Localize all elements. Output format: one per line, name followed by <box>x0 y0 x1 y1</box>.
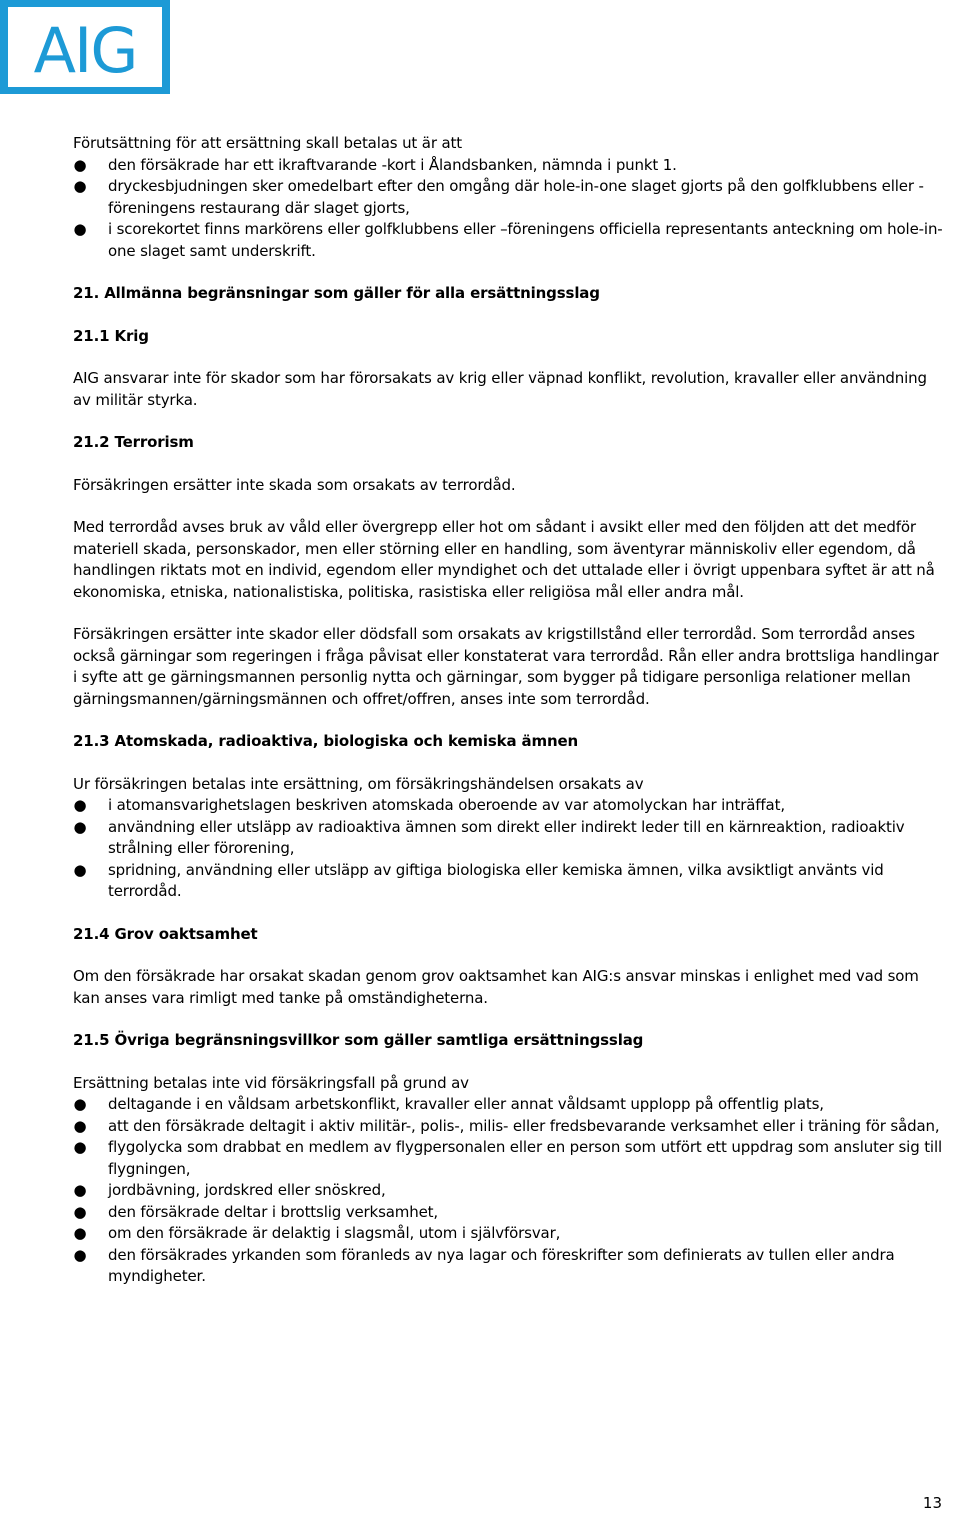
krig-paragraph: AIG ansvarar inte för skador som har förorsakats av krig eller väpnad konflikt, revolution, kravaller eller användning av militär styrka. <box>73 369 927 409</box>
section-heading-21: 21. Allmänna begränsningar som gäller för alla ersättningsslag <box>73 284 600 302</box>
list-item: ● flygolycka som drabbat en medlem av flygpersonalen eller en person som utfört ett uppdrag som ansluter sig till flygningen, <box>73 1138 942 1178</box>
section-heading-21-3: 21.3 Atomskada, radioaktiva, biologiska och kemiska ämnen <box>73 732 579 750</box>
list-item: ● spridning, användning eller utsläpp av giftiga biologiska eller kemiska ämnen, vilka avsiktligt använts vid terrordåd. <box>73 860 884 900</box>
ovriga-list <box>73 1094 943 1288</box>
bullet-icon: ● <box>73 860 87 879</box>
terrorism-paragraph-2: Med terrordåd avses bruk av våld eller övergrepp eller hot om sådant i avsikt eller med den följden att det medför materiell skada, personskador, men eller störning eller en handling, som äventyrar människoliv eller egendom, då handlingen riktats mot en individ, egendom eller myndighet och det uttalade eller i övrigt uppenbara syftet är att nå ekonomiska, etniska, nationalistiska, politiska, rasistiska eller religiösa mål eller andra mål. <box>73 518 935 601</box>
bullet-icon: ● <box>73 796 87 814</box>
list-item: ● dryckesbjudningen sker omedelbart efter den omgång där hole-in-one slaget gjorts på den golfklubbens eller -föreningens restaurang där slaget gjorts, <box>73 177 924 217</box>
bullet-icon: ● <box>73 155 87 174</box>
list-item: ● deltagande i en våldsam arbetskonflikt, kravaller eller annat våldsamt upplopp på offentlig plats, <box>73 1094 943 1116</box>
document-body <box>73 133 943 1288</box>
section-heading-21-2: 21.2 Terrorism <box>73 433 194 451</box>
bullet-icon: ● <box>73 1138 87 1156</box>
list-item: ● om den försäkrade är delaktig i slagsmål, utom i självförsvar, <box>73 1223 943 1245</box>
list-item: ● i atomansvarighetslagen beskriven atomskada oberoende av var atomolyckan har inträffat, <box>73 795 943 817</box>
bullet-icon: ● <box>73 817 87 836</box>
list-item: ● att den försäkrade deltagit i aktiv militär-, polis-, milis- eller fredsbevarande verksamhet eller i träning för sådan, <box>73 1116 943 1138</box>
list-item: ● i scorekortet finns markörens eller golfklubbens eller –föreningens officiella representants anteckning om hole-in-one slaget samt underskrift. <box>73 220 943 260</box>
bullet-icon: ● <box>73 1181 87 1199</box>
list-item: ● den försäkrades yrkanden som föranleds av nya lagar och föreskrifter som definierats av tullen eller andra myndigheter. <box>73 1245 895 1285</box>
conditions-intro: Förutsättning för att ersättning skall betalas ut är att <box>73 134 462 152</box>
terrorism-paragraph-3: Försäkringen ersätter inte skador eller dödsfall som orsakats av krigstillstånd eller terrordåd. Som terrordåd anses också gärningar som regeringen i fråga påvisat eller konstaterat vara terrordåd. Rån eller andra brottsliga handlingar i syfte att ge gärningsmannen personlig nytta och gärningar, som bygger på tidigare personliga relationer mellan gärningsmannen/gärningsmännen och offret/offren, anses inte som terrordåd. <box>73 625 939 708</box>
terrorism-paragraph-1: Försäkringen ersätter inte skada som orsakats av terrordåd. <box>73 475 516 494</box>
bullet-icon: ● <box>73 1202 87 1221</box>
list-item: ● jordbävning, jordskred eller snöskred, <box>73 1180 943 1202</box>
bullet-icon: ● <box>73 1116 87 1135</box>
atomskada-list <box>73 795 943 903</box>
aig-logo <box>0 0 170 94</box>
conditions-list <box>73 155 943 263</box>
list-item: ● den försäkrade har ett ikraftvarande -kort i Ålandsbanken, nämnda i punkt 1. <box>73 155 943 177</box>
bullet-icon: ● <box>73 177 87 195</box>
bullet-icon: ● <box>73 1095 87 1113</box>
bullet-icon: ● <box>73 1245 87 1264</box>
section-heading-21-4: 21.4 Grov oaktsamhet <box>73 924 258 943</box>
page-number: 13 <box>922 1494 942 1512</box>
ovriga-intro: Ersättning betalas inte vid försäkringsfall på grund av <box>73 1073 469 1092</box>
section-heading-21-5: 21.5 Övriga begränsningsvillkor som gäller samtliga ersättningsslag <box>73 1031 644 1049</box>
bullet-icon: ● <box>73 1224 87 1242</box>
atomskada-intro: Ur försäkringen betalas inte ersättning, om försäkringshändelsen orsakats av <box>73 774 644 793</box>
list-item: ● användning eller utsläpp av radioaktiva ämnen som direkt eller indirekt leder till en kärnreaktion, radioaktiv strålning eller förorening, <box>73 817 905 857</box>
logo-text: AIG <box>33 14 137 87</box>
section-heading-21-1: 21.1 Krig <box>73 326 149 345</box>
bullet-icon: ● <box>73 220 87 238</box>
list-item: ● den försäkrade deltar i brottslig verksamhet, <box>73 1202 943 1224</box>
grov-oaktsamhet-paragraph: Om den försäkrade har orsakat skadan genom grov oaktsamhet kan AIG:s ansvar minskas i enlighet med vad som kan anses vara rimligt med tanke på omständigheterna. <box>73 967 919 1007</box>
